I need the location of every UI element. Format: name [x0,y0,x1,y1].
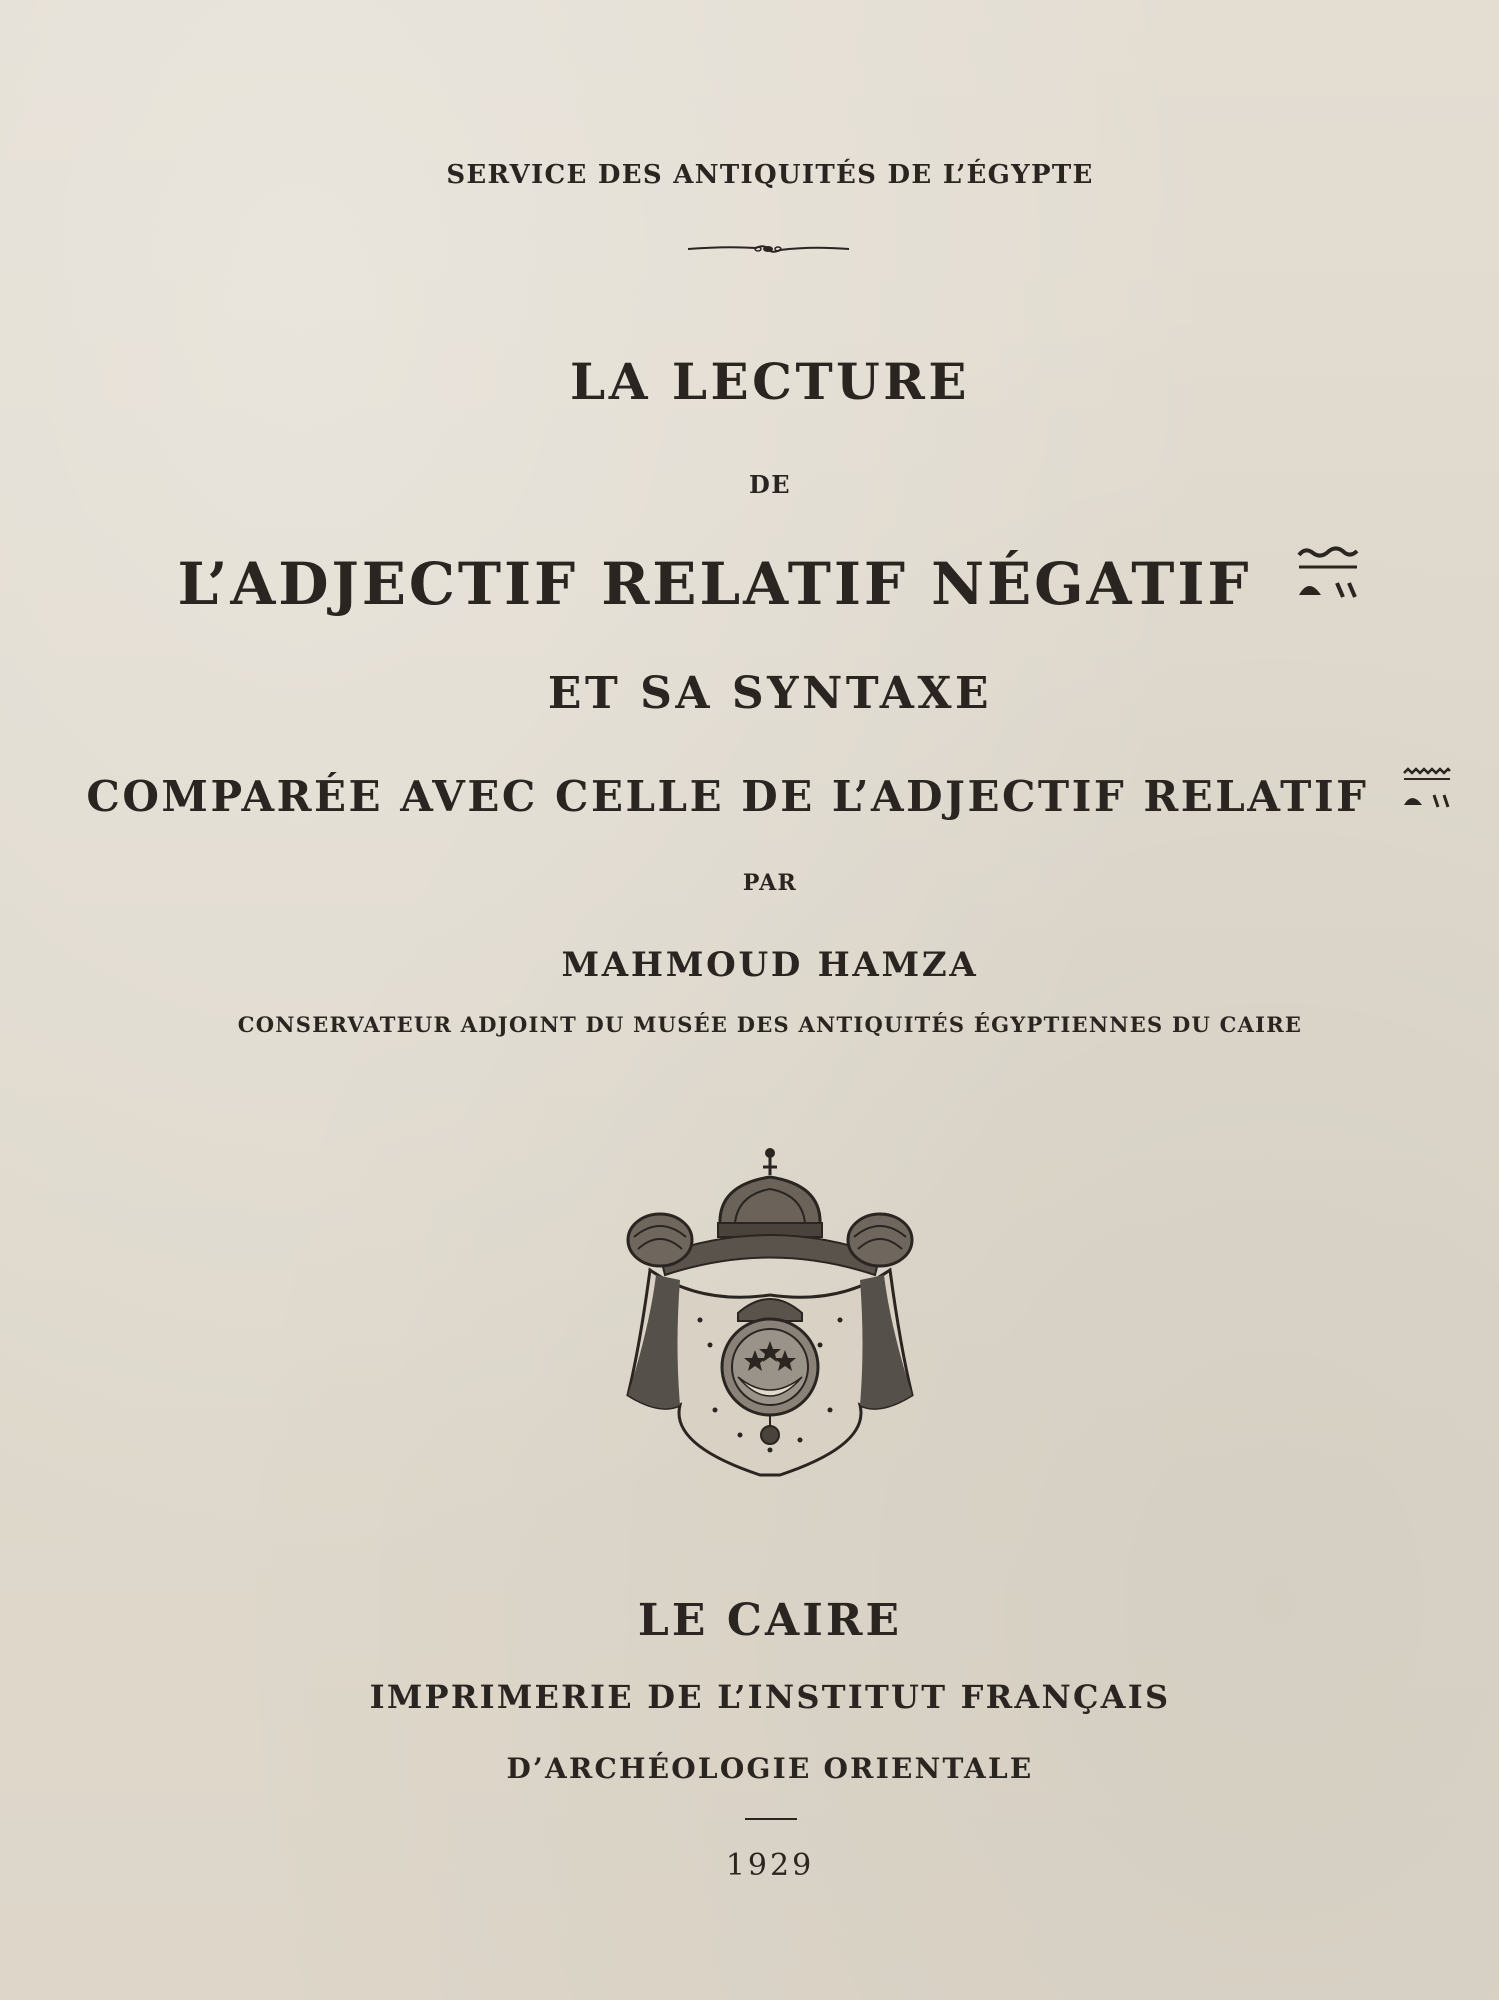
title-line-3: ET SA SYNTAXE [547,668,993,719]
title-line-4 [0,772,1499,821]
divider-rule [745,1818,797,1820]
printer-line-1: IMPRIMERIE DE L’INSTITUT FRANÇAIS [369,1678,1171,1716]
hieroglyph-nty-icon [1400,765,1454,813]
series-title: SERVICE DES ANTIQUITÉS DE L’ÉGYPTE [446,160,1094,190]
hieroglyph-iwty-icon [1293,543,1363,605]
title-line-2-text: L’ADJECTIF RELATIF NÉGATIF [177,550,1252,618]
title-line-4-text: COMPARÉE AVEC CELLE DE L’ADJECTIF RELATIF [86,772,1369,821]
publication-year: 1929 [725,1848,815,1883]
printer-line-2: D’ARCHÉOLOGIE ORIENTALE [506,1752,1034,1785]
author-affiliation: CONSERVATEUR ADJOINT DU MUSÉE DES ANTIQUITÉS ÉGYPTIENNES DU CAIRE [237,1012,1303,1037]
publication-city: LE CAIRE [637,1595,903,1646]
title-line-2 [0,550,1499,618]
by-label: PAR [742,870,798,896]
title-line-1: LA LECTURE [570,352,970,411]
title-de: DE [749,470,791,499]
author-name: MAHMOUD HAMZA [561,945,979,985]
ornament-rule-icon [686,238,851,260]
royal-crest-icon [620,1145,920,1490]
